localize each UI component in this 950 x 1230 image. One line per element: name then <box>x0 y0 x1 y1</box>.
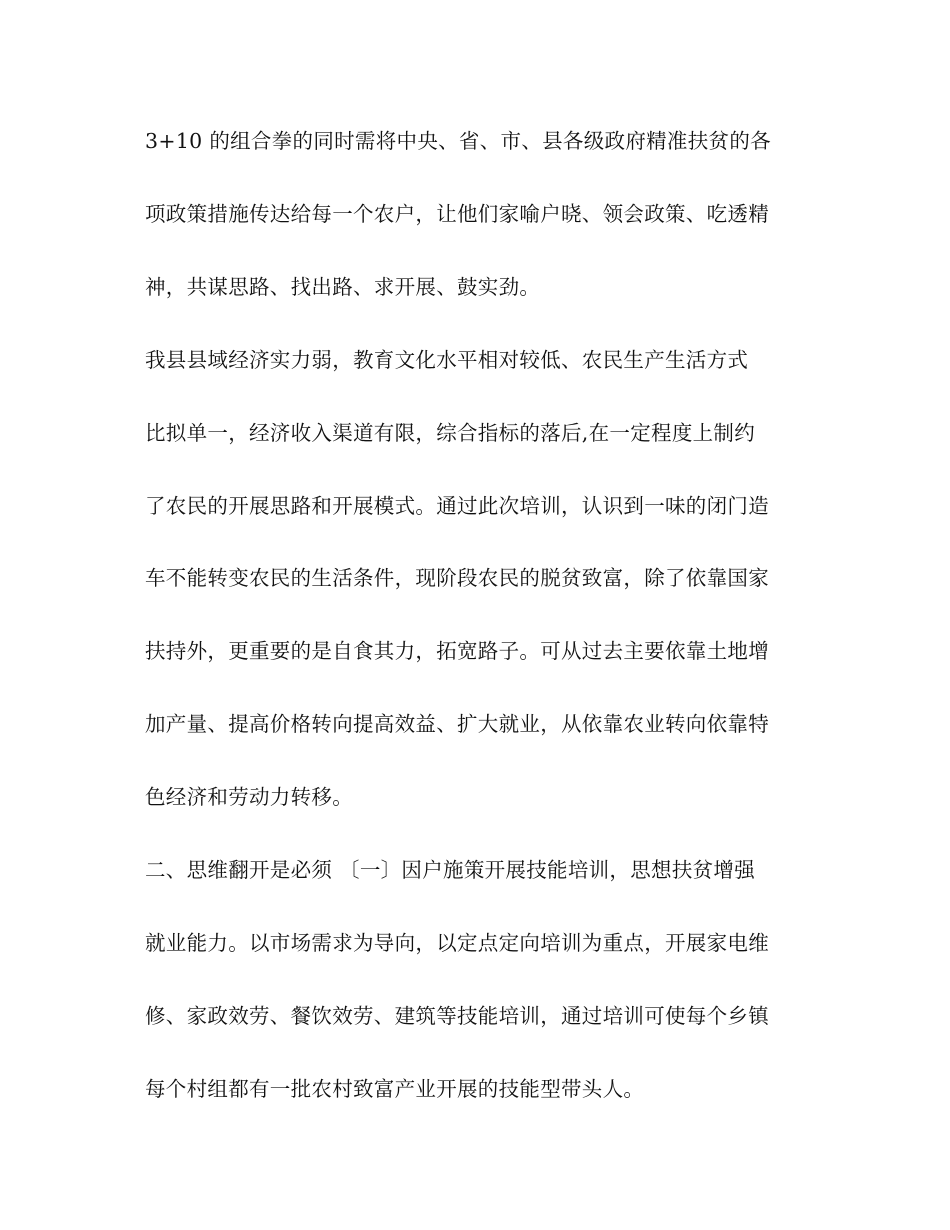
text-line: 修、家政效劳、餐饮效劳、建筑等技能培训，通过培训可使每个乡镇 <box>145 1004 769 1028</box>
text-line: 就业能力。以市场需求为导向，以定点定向培训为重点，开展家电维 <box>145 931 769 955</box>
text-line: 二、思维翻开是必须 〔一〕因户施策开展技能培训，思想扶贫增强 <box>145 858 756 882</box>
text-line: 车不能转变农民的生活条件，现阶段农民的脱贫致富，除了依靠国家 <box>145 566 769 590</box>
text-line: 我县县域经济实力弱，教育文化水平相对较低、农民生产生活方式 <box>145 348 749 372</box>
text-line: 了农民的开展思路和开展模式。通过此次培训，认识到一味的闭门造 <box>145 494 769 518</box>
text-line: 3+10 的组合拳的同时需将中央、省、市、县各级政府精准扶贫的各 <box>145 129 771 153</box>
text-line: 神，共谋思路、找出路、求开展、鼓实劲。 <box>145 275 541 299</box>
text-line: 比拟单一，经济收入渠道有限，综合指标的落后,在一定程度上制约 <box>145 421 756 445</box>
text-line: 扶持外，更重要的是自食其力，拓宽路子。可从过去主要依靠土地增 <box>145 639 769 663</box>
text-line: 项政策措施传达给每一个农户，让他们家喻户晓、领会政策、吃透精 <box>145 202 769 226</box>
text-line: 每个村组都有一批农村致富产业开展的技能型带头人。 <box>145 1077 645 1101</box>
text-line: 加产量、提高价格转向提高效益、扩大就业，从依靠农业转向依靠特 <box>145 712 769 736</box>
text-line: 色经济和劳动力转移。 <box>145 785 353 809</box>
